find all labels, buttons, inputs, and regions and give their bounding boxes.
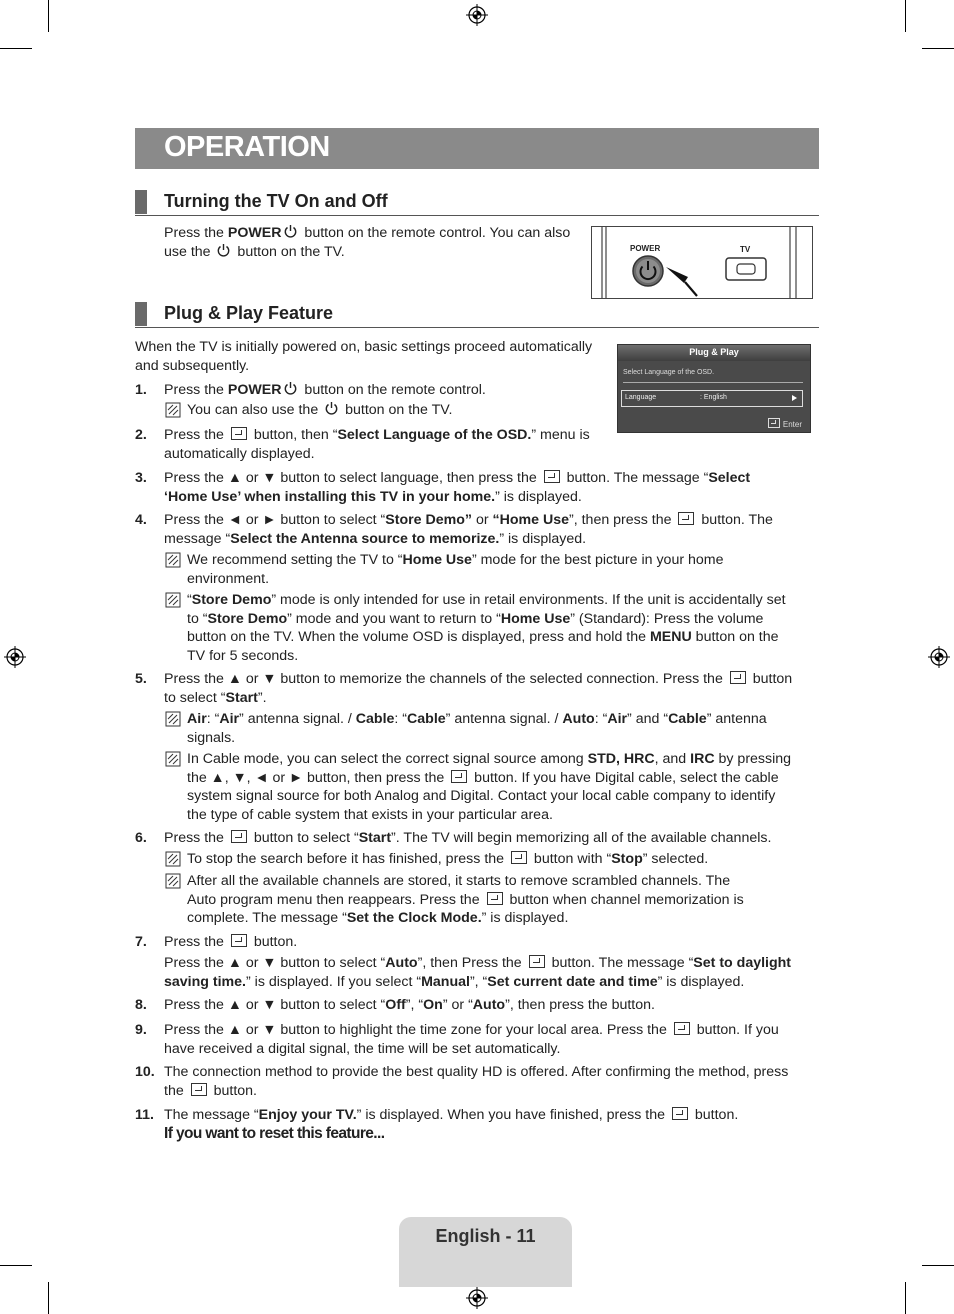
step-3-text: Press the ▲ or ▼ button to select language, then press the button. The message “Select ‘Home Use’ when installing this TV in your home.” is displayed. (164, 470, 751, 505)
step-5-note-1: Air: “Air” antenna signal. / Cable: “Cable” antenna signal. / Auto: “Air” and “Cable” antenna signals. (187, 711, 767, 746)
enter-icon (451, 770, 467, 783)
power-icon (324, 401, 339, 416)
step-6-text: Press the button to select “Start”. The TV will begin memorizing all of the available channels. (164, 830, 772, 846)
step-5-note-2: In Cable mode, you can select the correct signal source among STD, HRC, and IRC by pressing the ▲, ▼, ◄ or ► button, then press the button. If you have Digital cable, select the cable system signal source for both Analog and Digital. Contact your local cable company to identify the type of cable system that exists in your particular area. (187, 751, 792, 823)
subsection-heading-plug-play (135, 302, 819, 328)
step-1-note: You can also use the button on the TV. (187, 402, 453, 418)
step-number: 3. (135, 470, 147, 486)
section-title: OPERATION (164, 131, 330, 163)
crop-mark (0, 48, 32, 49)
section-header-bar (135, 128, 819, 169)
step-11-text: The message “Enjoy your TV.” is displayed. When you have finished, press the button. (164, 1107, 739, 1123)
remote-control-illustration (591, 226, 813, 299)
step-6-note-2: After all the available channels are stored, it starts to remove scrambled channels. The Auto program menu then reappears. Press the button when channel memorization is complete. The message “Set the Clock Mode.” is displayed. (187, 873, 744, 926)
note-icon (165, 592, 181, 608)
enter-icon (768, 418, 780, 428)
page-number: English - 11 (435, 1226, 536, 1246)
enter-icon (191, 1083, 207, 1096)
power-icon (283, 381, 298, 396)
reset-feature-heading: If you want to reset this feature... (164, 1125, 385, 1142)
step-4-note-1: We recommend setting the TV to “Home Use” mode for the best picture in your home environment. (187, 552, 724, 587)
osd-row-label: Language (625, 394, 657, 401)
osd-language-row (621, 390, 803, 407)
enter-icon (730, 671, 746, 684)
step-5-text: Press the ▲ or ▼ button to memorize the channels of the selected connection. Press the button to select “Start”. (164, 671, 793, 706)
step-number: 1. (135, 382, 147, 398)
step-10-text: The connection method to provide the best quality HD is offered. After confirming the method, press the button. (164, 1064, 789, 1099)
enter-icon (529, 955, 545, 968)
page-number-tab (399, 1217, 572, 1287)
enter-icon (231, 934, 247, 947)
step-number: 9. (135, 1022, 147, 1038)
osd-prompt: Select Language of the OSD. (623, 369, 715, 376)
note-icon (165, 851, 181, 867)
osd-row-value: : English (700, 394, 727, 401)
registration-mark-icon (928, 646, 950, 668)
enter-icon (672, 1107, 688, 1120)
step-number: 4. (135, 512, 147, 528)
crop-mark (0, 1265, 32, 1266)
step-number: 11. (135, 1107, 154, 1123)
power-icon (216, 243, 231, 258)
arrow-right-icon (792, 395, 797, 401)
registration-mark-icon (466, 1287, 488, 1309)
crop-mark (905, 0, 906, 32)
registration-mark-icon (466, 4, 488, 26)
crop-mark (48, 1282, 49, 1314)
osd-screenshot (617, 344, 811, 433)
registration-mark-icon (4, 646, 26, 668)
step-9-text: Press the ▲ or ▼ button to highlight the time zone for your local area. Press the button. If you have received a digital signal, the time will be set automatically. (164, 1022, 779, 1057)
note-icon (165, 402, 181, 418)
remote-drawing (592, 227, 812, 298)
tv-button-label: TV (740, 245, 751, 254)
heading-marker (135, 190, 147, 214)
enter-icon (544, 470, 560, 483)
step-number: 6. (135, 830, 147, 846)
osd-title: Plug & Play (618, 345, 810, 361)
power-button-label: POWER (630, 244, 661, 253)
step-number: 10. (135, 1064, 155, 1080)
osd-divider (623, 382, 803, 383)
step-7-text-2: Press the ▲ or ▼ button to select “Auto”, then Press the button. The message “Set to daylight saving time.” is displayed. If you select “Manual”, “Set current date and time” is displayed. (164, 955, 792, 990)
enter-icon (511, 851, 527, 864)
power-icon (283, 224, 298, 239)
crop-mark (922, 48, 954, 49)
enter-icon (674, 1022, 690, 1035)
crop-mark (905, 1282, 906, 1314)
step-number: 7. (135, 934, 147, 950)
subsection-heading-turning-on (135, 190, 819, 216)
step-1-text: Press the POWER button on the remote control. (164, 382, 486, 398)
note-icon (165, 552, 181, 568)
step-number: 5. (135, 671, 147, 687)
step-6-note-1: To stop the search before it has finished, press the button with “Stop” selected. (187, 851, 709, 867)
step-4-text: Press the ◄ or ► button to select “Store Demo” or “Home Use”, then press the button. The message “Select the Antenna source to memorize.” is displayed. (164, 512, 773, 547)
step-2-text: Press the button, then “Select Language of the OSD.” menu is automatically displayed. (164, 427, 590, 462)
step-number: 2. (135, 427, 147, 443)
heading-marker (135, 302, 147, 326)
enter-icon (231, 427, 247, 440)
enter-icon (231, 830, 247, 843)
step-7-text: Press the button. (164, 934, 298, 950)
step-number: 8. (135, 997, 147, 1013)
turning-on-text: Press the POWER button on the remote control. You can also use the button on the TV. (164, 225, 571, 260)
note-icon (165, 873, 181, 889)
note-icon (165, 711, 181, 727)
enter-icon (678, 512, 694, 525)
crop-mark (922, 1265, 954, 1266)
enter-icon (487, 892, 503, 905)
crop-mark (48, 0, 49, 32)
step-8-text: Press the ▲ or ▼ button to select “Off”, “On” or “Auto”, then press the button. (164, 997, 655, 1013)
step-4-note-2: “Store Demo” mode is only intended for use in retail environments. If the unit is accidentally set to “Store Demo” mode and you want to return to “Home Use” (Standard): Press the volume button on the TV. When the volume OSD is displayed, press and hold the MENU button on the TV for 5 seconds. (187, 592, 786, 664)
subsection-title: Turning the TV On and Off (164, 191, 388, 211)
subsection-title: Plug & Play Feature (164, 303, 334, 323)
note-icon (165, 751, 181, 767)
osd-enter-hint: Enter (765, 418, 802, 429)
intro-text: When the TV is initially powered on, basic settings proceed automatically and subsequently. (135, 339, 593, 374)
